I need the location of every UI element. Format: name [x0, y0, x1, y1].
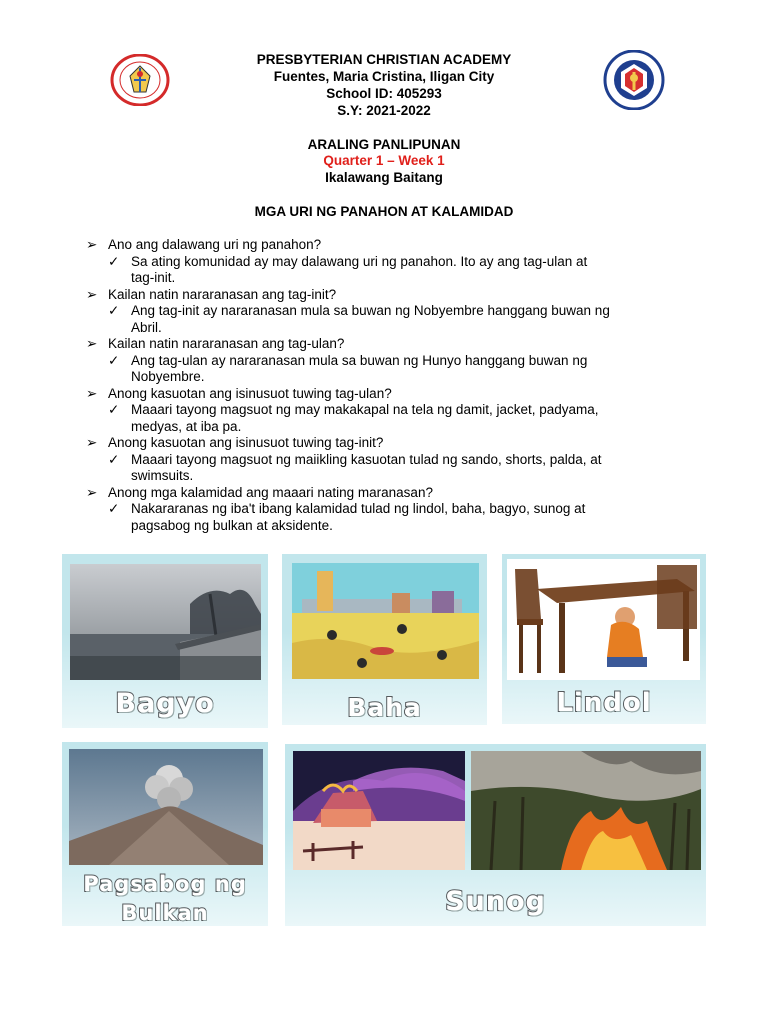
flood-image — [292, 563, 479, 679]
question: ➢ Kailan natin nararanasan ang tag-ulan? — [86, 336, 345, 351]
answer: ✓ Ang tag-init ay nararanasan mula sa buwan ng Nobyembre hanggang buwan ng — [108, 303, 610, 318]
grade-level: Ikalawang Baitang — [325, 170, 443, 185]
card-sunog — [285, 744, 706, 926]
checkmark-icon: ✓ — [108, 303, 120, 318]
fire-cartoon-image — [293, 751, 465, 870]
qa-item — [86, 485, 726, 535]
checkmark-icon: ✓ — [108, 402, 120, 417]
card-label-pagsabog-line1: Pagsabog ng — [83, 872, 247, 896]
typhoon-image — [70, 564, 261, 680]
school-year: S.Y: 2021-2022 — [337, 103, 431, 118]
answer: ✓ Nakararanas ng iba't ibang kalamidad tulad ng lindol, baha, bagyo, sunog at — [108, 501, 586, 516]
arrow-bullet-icon: ➢ — [86, 484, 98, 500]
card-bagyo — [62, 554, 268, 728]
question: ➢ Kailan natin nararanasan ang tag-init? — [86, 286, 337, 302]
answer: ✓ Sa ating komunidad ay may dalawang uri ng panahon. Ito ay ang tag-ulan at — [108, 253, 588, 269]
school-address: Fuentes, Maria Cristina, Iligan City — [273, 69, 495, 84]
qa-item — [86, 386, 726, 436]
question: ➢ Anong kasuotan ang isinusuot tuwing tag-ulan? — [86, 385, 392, 401]
arrow-bullet-icon: ➢ — [86, 286, 98, 302]
answer-continuation: tag-init. — [131, 270, 176, 285]
subject-title: ARALING PANLIPUNAN — [307, 137, 461, 152]
school-name: PRESBYTERIAN CHRISTIAN ACADEMY — [256, 52, 512, 67]
answer-continuation: pagsabog ng bulkan at aksidente. — [131, 517, 333, 533]
card-baha — [282, 554, 487, 725]
card-lindol — [502, 554, 706, 724]
question: ➢ Anong mga kalamidad ang maaari nating maranasan? — [86, 484, 433, 500]
qa-item — [86, 287, 726, 337]
arrow-bullet-icon: ➢ — [86, 385, 98, 401]
card-label-sunog: Sunog — [445, 886, 546, 917]
forest-fire-image — [471, 751, 701, 870]
arrow-bullet-icon: ➢ — [86, 237, 98, 252]
card-label-pagsabog-line2: Bulkan — [121, 901, 209, 925]
checkmark-icon: ✓ — [108, 352, 120, 368]
checkmark-icon: ✓ — [108, 253, 120, 269]
question: ➢ Ano ang dalawang uri ng panahon? — [86, 237, 322, 252]
card-label-bagyo: Bagyo — [115, 688, 215, 719]
arrow-bullet-icon: ➢ — [86, 336, 98, 351]
volcano-eruption-image — [69, 749, 263, 865]
school-id: School ID: 405293 — [326, 86, 442, 101]
qa-item — [86, 336, 726, 386]
card-label-lindol: Lindol — [556, 688, 652, 718]
answer: ✓ Maaari tayong magsuot ng maiikling kasuotan tulad ng sando, shorts, palda, at — [108, 451, 602, 467]
question: ➢ Anong kasuotan ang isinusuot tuwing tag-init? — [86, 435, 384, 450]
earthquake-image — [507, 559, 700, 680]
arrow-bullet-icon: ➢ — [86, 435, 98, 450]
answer: ✓ Maaari tayong magsuot ng may makakapal na tela ng damit, jacket, padyama, — [108, 402, 599, 417]
quarter-week: Quarter 1 – Week 1 — [323, 153, 445, 168]
answer-continuation: Nobyembre. — [131, 369, 205, 384]
answer: ✓ Ang tag-ulan ay nararanasan mula sa buwan ng Hunyo hanggang buwan ng — [108, 352, 588, 368]
checkmark-icon: ✓ — [108, 451, 120, 467]
card-pagsabog-ng-bulkan — [62, 742, 268, 926]
lesson-title: MGA URI NG PANAHON AT KALAMIDAD — [254, 204, 514, 219]
checkmark-icon: ✓ — [108, 501, 120, 516]
qa-item — [86, 435, 726, 485]
answer-continuation: Abril. — [131, 319, 162, 335]
answer-continuation: medyas, at iba pa. — [131, 418, 242, 434]
qa-item — [86, 237, 726, 287]
answer-continuation: swimsuits. — [131, 468, 194, 483]
card-label-baha: Baha — [347, 693, 422, 722]
qa-list — [86, 237, 726, 534]
